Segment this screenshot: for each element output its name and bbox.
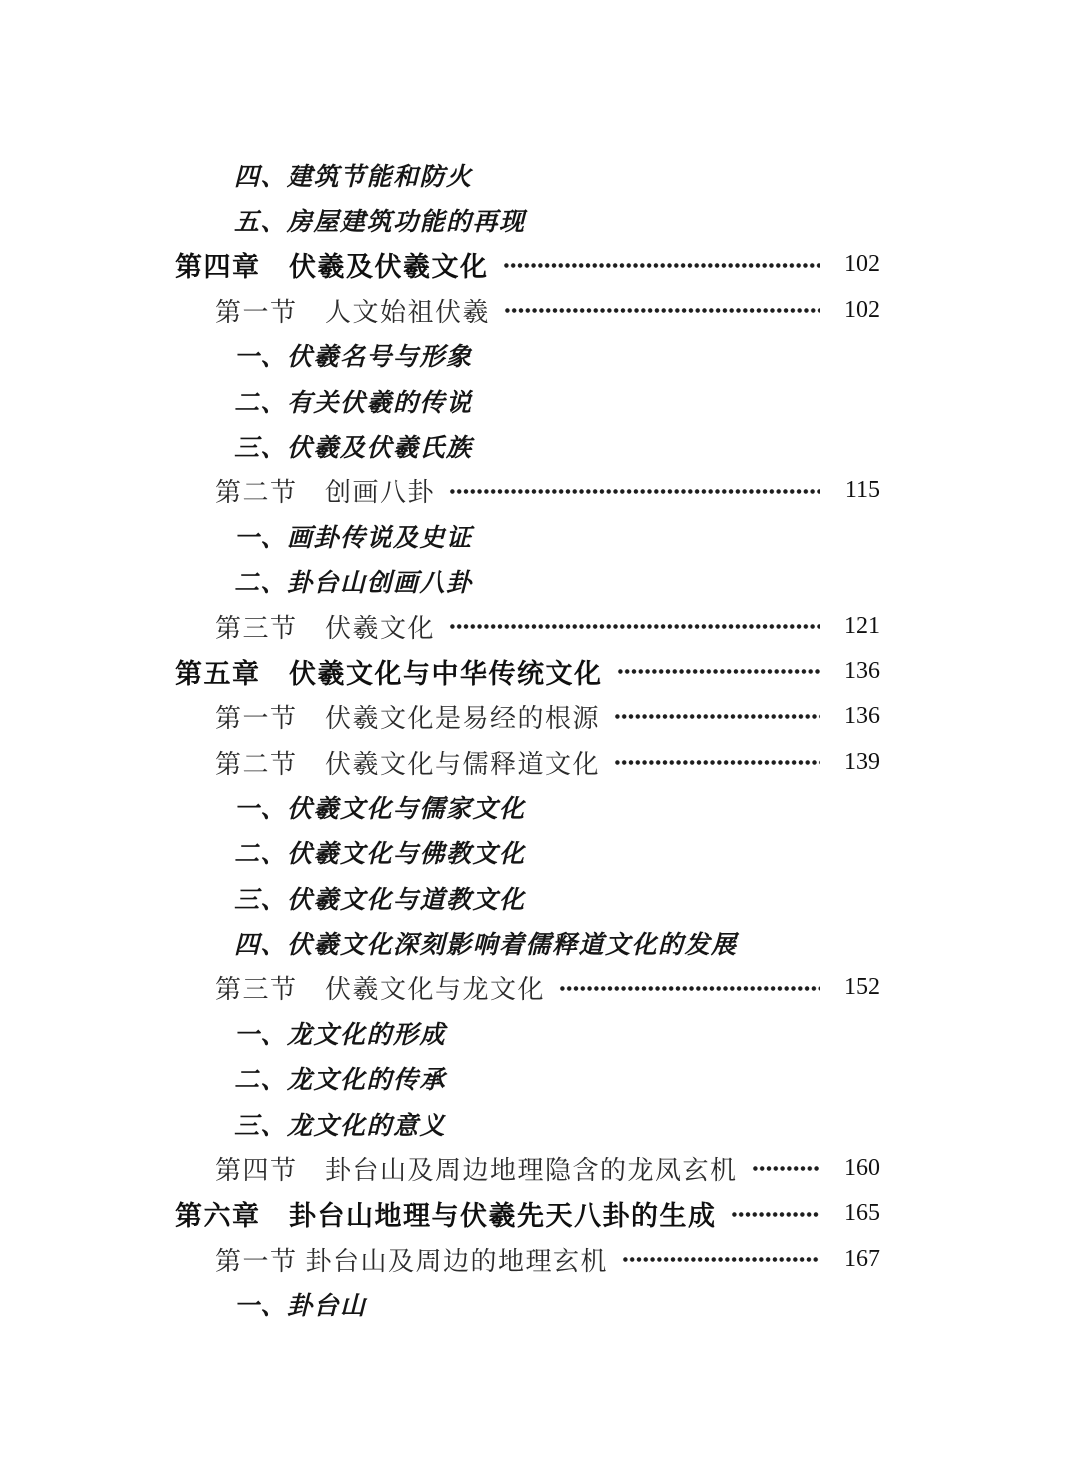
dot-leader (622, 1237, 820, 1282)
dot-leader (617, 649, 821, 694)
toc-entry-text: 三、伏羲文化与道教文化 (234, 886, 526, 914)
toc-entry-item (175, 333, 880, 378)
toc-entry-text: 第一节 伏羲文化是易经的根源 (215, 704, 601, 734)
toc-entry-text: 第四节 卦台山及周边地理隐含的龙凤玄机 (215, 1156, 738, 1186)
toc-entry-page: 165 (844, 1200, 880, 1227)
toc-entry-text: 第一节 卦台山及周边的地理玄机 (215, 1246, 609, 1276)
dot-leader (731, 1191, 821, 1236)
toc-entry-item (175, 197, 880, 242)
toc-entry-chapter (175, 1191, 880, 1236)
toc-entry-text: 第三节 伏羲文化与龙文化 (215, 975, 546, 1005)
toc-entry-chapter (175, 649, 880, 694)
dot-leader (449, 604, 820, 649)
toc-entry-section (175, 288, 880, 333)
toc-entry-text: 二、卦台山创画八卦 (234, 570, 473, 598)
toc-entry-item (175, 920, 880, 965)
toc-entry-text: 第二节 伏羲文化与儒释道文化 (215, 749, 601, 779)
toc-entry-page: 160 (844, 1155, 880, 1182)
dot-leader (614, 694, 820, 739)
toc-entry-text: 一、画卦传说及史证 (234, 525, 473, 553)
dot-leader (503, 242, 821, 287)
toc-entry-item (175, 1282, 880, 1327)
toc-entry-item (175, 875, 880, 920)
dot-leader (559, 965, 820, 1010)
toc-entry-text: 一、伏羲文化与儒家文化 (234, 796, 526, 824)
toc-entry-section (175, 965, 880, 1010)
toc-entry-item (175, 830, 880, 875)
toc-entry-page: 136 (844, 703, 880, 730)
toc-entry-text: 四、建筑节能和防火 (234, 163, 473, 191)
dot-leader (449, 468, 820, 513)
toc-entry-text: 第六章 卦台山地理与伏羲先天八卦的生成 (175, 1201, 717, 1232)
dot-leader (614, 739, 820, 784)
toc-entry-item (175, 378, 880, 423)
toc-entry-text: 二、有关伏羲的传说 (234, 389, 473, 417)
toc-entry-item (175, 514, 880, 559)
toc-entry-section (175, 1146, 880, 1191)
toc-entry-item (175, 423, 880, 468)
toc-entry-text: 五、房屋建筑功能的再现 (234, 208, 526, 236)
toc-entry-text: 第一节 人文始祖伏羲 (215, 297, 491, 327)
toc-entry-text: 第三节 伏羲文化 (215, 613, 436, 643)
toc-entry-item (175, 1101, 880, 1146)
toc-entry-text: 三、伏羲及伏羲氏族 (234, 434, 473, 462)
toc-entry-text: 第五章 伏羲文化与中华传统文化 (175, 659, 603, 690)
toc-entry-text: 四、伏羲文化深刻影响着儒释道文化的发展 (234, 931, 738, 959)
toc-entry-item (175, 559, 880, 604)
toc-entry-section (175, 694, 880, 739)
toc-entry-item (175, 1011, 880, 1056)
toc-entry-page: 136 (844, 658, 880, 685)
dot-leader (752, 1146, 820, 1191)
toc-entry-page: 115 (844, 477, 880, 504)
toc-entry-section (175, 468, 880, 513)
toc-entry-text: 第四章 伏羲及伏羲文化 (175, 252, 489, 283)
toc-entry-page: 121 (844, 612, 880, 639)
toc-entry-page: 167 (844, 1245, 880, 1272)
toc-entry-section (175, 1237, 880, 1282)
toc-entry-text: 二、伏羲文化与佛教文化 (234, 841, 526, 869)
toc-entry-section (175, 604, 880, 649)
toc-entry-text: 第二节 创画八卦 (215, 478, 436, 508)
toc-entry-page: 152 (844, 974, 880, 1001)
toc-entry-text: 一、卦台山 (234, 1293, 367, 1321)
toc-entry-page: 102 (844, 296, 880, 323)
toc-entry-text: 三、龙文化的意义 (234, 1112, 447, 1140)
toc-entry-item (175, 1056, 880, 1101)
toc-entry-item (175, 152, 880, 197)
toc-entry-section (175, 739, 880, 784)
toc-entry-page: 102 (844, 251, 880, 278)
toc-entry-item (175, 785, 880, 830)
toc-entry-text: 一、伏羲名号与形象 (234, 344, 473, 372)
toc-entry-page: 139 (844, 748, 880, 775)
toc-entry-text: 二、龙文化的传承 (234, 1067, 447, 1095)
toc-list (175, 152, 880, 1327)
toc-entry-chapter (175, 242, 880, 287)
dot-leader (504, 288, 820, 333)
toc-entry-text: 一、龙文化的形成 (234, 1022, 447, 1050)
